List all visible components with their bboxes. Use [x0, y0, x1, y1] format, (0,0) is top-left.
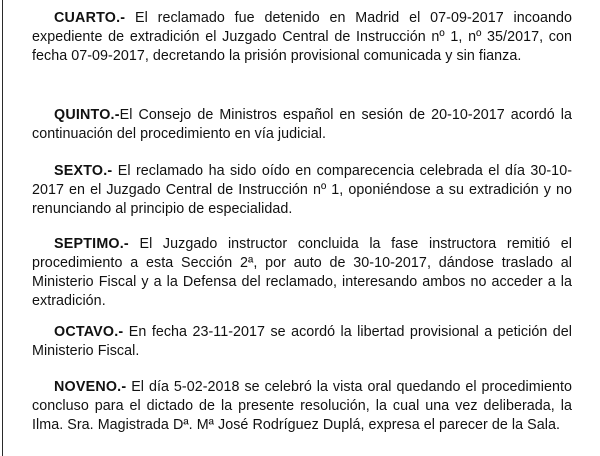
paragraph-heading: QUINTO.- — [54, 107, 120, 123]
paragraph-heading: OCTAVO.- — [54, 324, 124, 340]
paragraph-text: El reclamado fue detenido en Madrid el 07-09-2017 incoando expediente de extradición el Juzgado Central de Instrucción nº 1, nº 35/2017, con fecha 07-09-2017, decretando la prisión provisional comunicada y sin fianza. — [32, 10, 572, 64]
left-margin-line — [2, 0, 3, 456]
paragraph-sexto — [32, 162, 572, 219]
paragraph-text: El Juzgado instructor concluida la fase instructora remitió el procedimiento a esta Sección 2ª, por auto de 30-10-2017, dándose traslado al Ministerio Fiscal y a la Defensa del reclamado, interesando ambos no acceder a la extradición. — [32, 236, 572, 309]
paragraph-text: El reclamado ha sido oído en comparecencia celebrada el día 30-10-2017 en el Juzgado Central de Instrucción nº 1, oponiéndose a su extradición y no renunciando al principio de especialidad. — [32, 163, 572, 217]
paragraph-cuarto — [32, 9, 572, 66]
paragraph-quinto — [32, 106, 572, 144]
paragraph-septimo — [32, 235, 572, 311]
paragraph-text: El Consejo de Ministros español en sesión de 20-10-2017 acordó la continuación del procedimiento en vía judicial. — [32, 107, 572, 142]
paragraph-text: El día 5-02-2018 se celebró la vista oral quedando el procedimiento concluso para el dictado de la presente resolución, la cual una vez deliberada, la Ilma. Sra. Magistrada Dª. Mª José Rodríguez Duplá, expresa el parecer de la Sala. — [32, 379, 572, 433]
paragraph-heading: CUARTO.- — [54, 10, 126, 26]
paragraph-heading: SEPTIMO.- — [54, 236, 129, 252]
paragraph-heading: NOVENO.- — [54, 379, 127, 395]
paragraph-heading: SEXTO.- — [54, 163, 113, 179]
paragraph-noveno — [32, 378, 572, 435]
paragraph-text: En fecha 23-11-2017 se acordó la libertad provisional a petición del Ministerio Fiscal. — [32, 324, 572, 359]
paragraph-octavo — [32, 323, 572, 361]
